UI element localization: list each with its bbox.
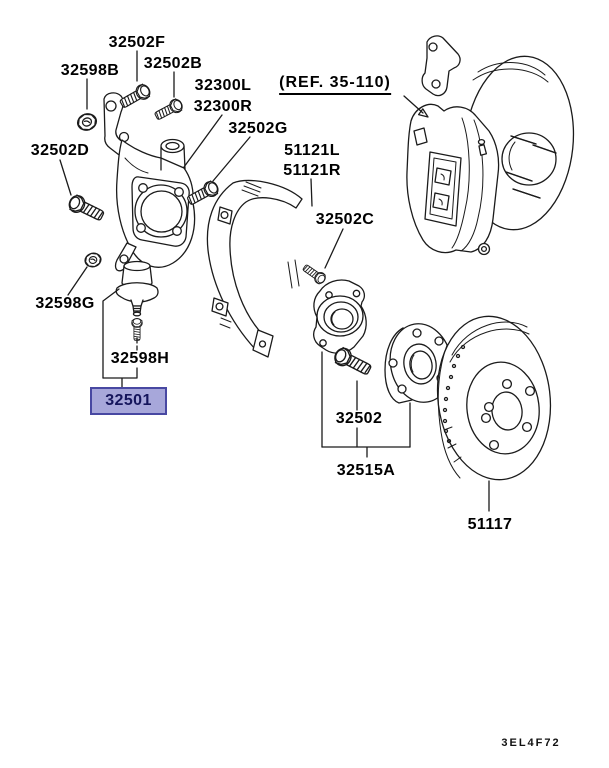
part-label-32598h: 32598H [110,350,170,367]
bolt-32502c [301,262,327,285]
bolt-32502f [118,82,153,111]
leader-32502c [325,229,343,268]
part-label-32502c: 32502C [315,211,375,228]
part-label-32502d: 32502D [30,142,90,159]
bolt-32502d [67,193,106,224]
leader-51121 [311,179,312,206]
nut-32598b [75,111,98,132]
leader-32300 [184,115,222,167]
highlighted-part-label-32501[interactable]: 32501 [90,387,167,415]
leader-32502g [213,137,250,181]
nut-32598g [84,251,103,268]
part-label-51121r: 51121R [283,162,341,179]
part-label-51121l: 51121L [284,142,340,159]
bolt-32598h [132,318,143,340]
part-label-32502f: 32502F [108,34,166,51]
leader-32502d [60,160,71,195]
part-label-32300r: 32300R [193,98,253,115]
part-label-32502b: 32502B [143,55,203,72]
steering-knuckle-drawing [104,93,195,271]
hub-bolt-drawing [332,345,373,378]
drawing-code: 3EL4F72 [501,737,561,749]
leader-32598g [68,267,87,295]
part-label-32502: 32502 [335,410,383,427]
bolt-32502b [153,97,184,122]
part-label-51117: 51117 [467,516,513,533]
part-label-32598g: 32598G [35,295,95,312]
brake-disc-drawing [428,310,559,486]
part-label-32502g: 32502G [228,120,288,137]
part-label-32598b: 32598B [60,62,120,79]
part-label-32300l: 32300L [194,77,252,94]
bearing-housing-drawing [314,280,367,353]
reference-note: (REF. 35-110) [279,75,391,95]
dust-shield-drawing [207,180,302,357]
caliper-assembly-drawing [407,36,582,255]
part-label-32515a: 32515A [336,462,396,479]
